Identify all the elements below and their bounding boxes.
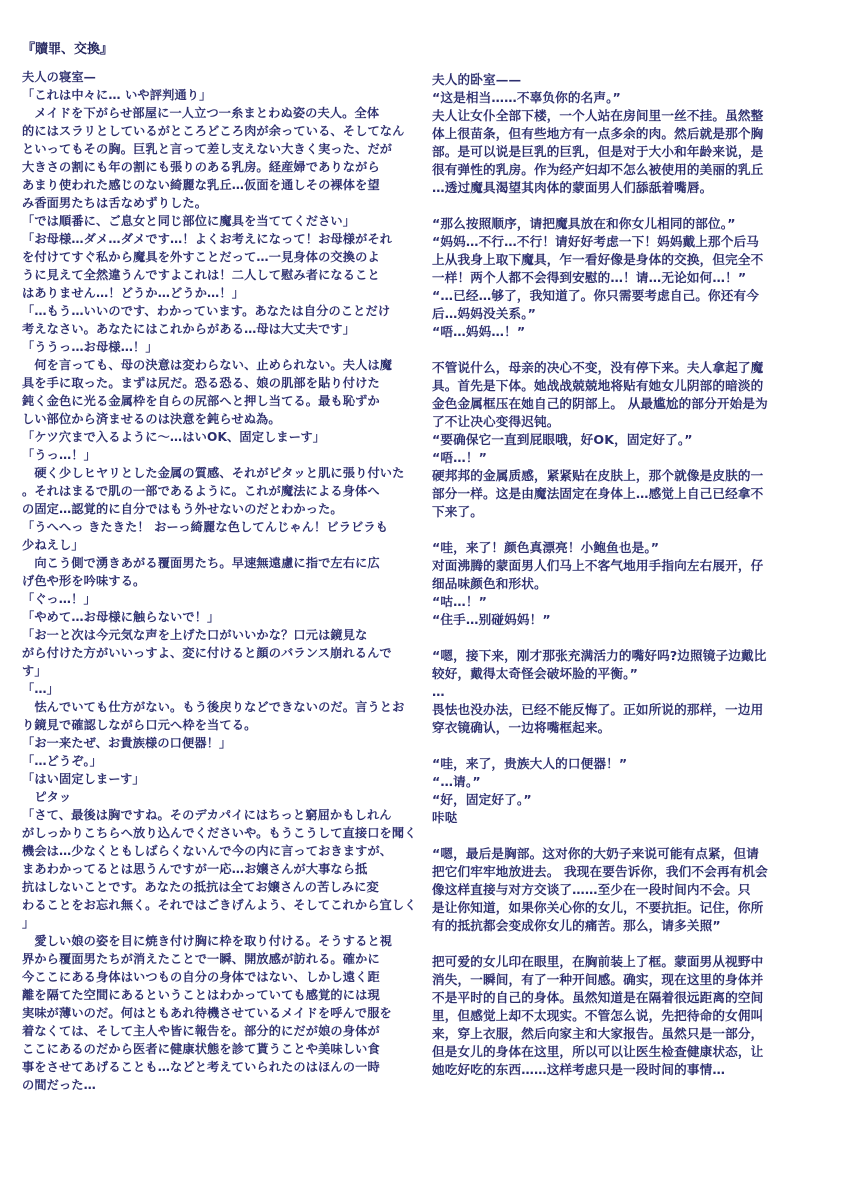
text-line: “要确保它一直到屁眼哦，好OK，固定好了。” bbox=[432, 432, 693, 447]
text-line: メイドを下がらせ部屋に一人立つ一糸まとわぬ姿の夫人。全体 bbox=[22, 106, 380, 120]
text-line: 夫人的卧室—— bbox=[432, 72, 522, 87]
text-line: 有的抵抗都会变成你女儿的痛苦。那么，请多关照” bbox=[432, 918, 721, 933]
text-line: …透过魔具渴望其肉体的蒙面男人们舔舐着嘴唇。 bbox=[432, 180, 713, 195]
text-line: ここにあるのだから医者に健康状態を診て貰うことや美味しい食 bbox=[22, 1042, 380, 1056]
text-line: 金色金属框压在她自己的阴部上。 从最尴尬的部分开始是为 bbox=[432, 396, 768, 411]
text-line: 「お母様…ダメ…ダメです…！よくお考えになって！お母様がそれ bbox=[22, 232, 393, 246]
text-line: “好，固定好了。” bbox=[432, 792, 532, 807]
text-line: 了不让决心变得迟钝。 bbox=[432, 414, 560, 429]
text-line: 今ここにある身体はいつもの自分の身体ではない、しかし遠く距 bbox=[22, 970, 380, 984]
text-line: 愛しい娘の姿を目に焼き付け胸に枠を取り付ける。そうすると視 bbox=[22, 934, 393, 948]
text-line: 抗はしないことです。あなたの抵抗は全てお嬢さんの苦しみに変 bbox=[22, 880, 379, 894]
text-line: といってもその胸。巨乳と言って差し支えない大きく実った、だが bbox=[22, 142, 393, 156]
text-line: 部。是可以说是巨乳的巨乳，但是对于大小和年龄来说，是 bbox=[432, 144, 764, 159]
text-line: 着なくては、そして主人や皆に報告を。部分的にだが娘の身体が bbox=[22, 1024, 380, 1038]
text-line: 硬邦邦的金属质感，紧紧贴在皮肤上，那个就像是皮肤的一 bbox=[432, 468, 764, 483]
text-line: す」 bbox=[22, 664, 47, 678]
text-line: 夫人让女仆全部下楼，一个人站在房间里一丝不挂。虽然整 bbox=[432, 108, 764, 123]
text-line: 细品味颜色和形状。 bbox=[432, 576, 547, 591]
text-line: “唔…妈妈…！” bbox=[432, 324, 526, 339]
text-line: 但是女儿的身体在这里，所以可以让医生检查健康状态，让 bbox=[432, 1044, 764, 1059]
text-line: 夫人の寝室— bbox=[22, 70, 97, 84]
text-line: 怯んでいても仕方がない。もう後戻りなどできないのだ。言うとお bbox=[22, 700, 405, 714]
text-line: 具。首先是下体。她战战兢兢地将贴有她女儿阴部的暗淡的 bbox=[432, 378, 764, 393]
text-line: 少ねえし」 bbox=[22, 538, 84, 552]
text-line: 「ううっ…お母様…！」 bbox=[22, 340, 158, 354]
page-title: 『贖罪、交換』 bbox=[22, 42, 114, 57]
text-line: 「…」 bbox=[22, 682, 60, 696]
text-line: ピタッ bbox=[22, 790, 72, 804]
text-line: 硬く少しヒヤリとした金属の質感、それがピタッと肌に張り付いた bbox=[22, 466, 405, 480]
text-line: 「お一と次は今元気な声を上げた口がいいかな？口元は鏡見な bbox=[22, 628, 368, 642]
text-line: 她吃好吃的东西……这样考虑只是一段时间的事情… bbox=[432, 1062, 726, 1077]
text-line: “…请。” bbox=[432, 774, 481, 789]
text-line: 「うへへっ きたきた！ おーっ綺麗な色してんじゃん！ビラビラも bbox=[22, 520, 389, 534]
text-line: 像这样直接与对方交谈了……至少在一段时间内不会。只 bbox=[432, 882, 751, 897]
text-line: 后…妈妈没关系。” bbox=[432, 306, 537, 321]
text-line: 对面沸腾的蒙面男人们马上不客气地用手指向左右展开，仔 bbox=[432, 558, 764, 573]
text-line: がしっかりこちらへ放り込んでくださいや。もうこうして直接口を聞く bbox=[22, 826, 417, 840]
text-line: 不管说什么，母亲的决心不变，没有停下来。夫人拿起了魔 bbox=[432, 360, 764, 375]
text-line: 「さて、最後は胸ですね。そのデカパイにはちっと窮屈かもしれん bbox=[22, 808, 392, 822]
text-line: “嗯，最后是胸部。这对你的大奶子来说可能有点紧，但请 bbox=[432, 846, 760, 861]
text-line: 咔哒 bbox=[432, 810, 458, 825]
text-line: 「ぐっ…！」 bbox=[22, 592, 96, 606]
text-line: 不是平时的自己的身体。虽然知道是在隔着很远距离的空间 bbox=[432, 990, 764, 1005]
text-line: 離を隔てた空間にあるということはわかっていても感覚的には現 bbox=[22, 988, 380, 1002]
text-line: の間だった… bbox=[22, 1078, 97, 1092]
text-line: 機会は…少なくともしばらくないんで今の内に言っておきますが、 bbox=[22, 844, 393, 858]
text-line: 。それはまるで肌の一部であるように。これが魔法による身体へ bbox=[22, 484, 380, 498]
text-line: 界から覆面男たちが消えたことで一瞬、開放感が訪れる。確かに bbox=[22, 952, 380, 966]
text-line: あまり使われた感じのない綺麗な乳丘…仮面を通しその裸体を望 bbox=[22, 178, 380, 192]
text-line: 「うっ…！」 bbox=[22, 448, 97, 462]
text-line: 畏怯也没办法，已经不能反悔了。正如所说的那样，一边用 bbox=[432, 702, 764, 717]
text-line: “妈妈…不行…不行！请好好考虑一下！妈妈戴上那个后马 bbox=[432, 234, 760, 249]
text-line: み香面男たちは舌なめずりした。 bbox=[22, 196, 208, 210]
text-line: 何を言っても、母の決意は変わらない、止められない。夫人は魔 bbox=[22, 358, 393, 372]
text-line: わることをお忘れ無く。それではごきげんよう、そしてこれから宜しく bbox=[22, 898, 417, 912]
text-line: 体上很苗条，但有些地方有一点多余的肉。然后就是那个胸 bbox=[432, 126, 764, 141]
text-line: “嗯，接下来，刚才那张充满活力的嘴好吗?边照镜子边戴比 bbox=[432, 648, 767, 663]
text-line: “…已经…够了，我知道了。你只需要考虑自己。你还有今 bbox=[432, 288, 760, 303]
text-line: 穿衣镜确认，一边将嘴框起来。 bbox=[432, 720, 611, 735]
text-line: “这是相当……不辜负你的名声。” bbox=[432, 90, 621, 105]
text-line: しい部位から済ませるのは決意を鈍らせぬ為。 bbox=[22, 412, 281, 426]
text-line: 実味が薄いのだ。何はともあれ待機させているメイドを呼んで服を bbox=[22, 1006, 392, 1020]
text-line: り鏡見で確認しながら口元へ枠を当てる。 bbox=[22, 718, 257, 732]
text-line: 消失，一瞬间，有了一种开间感。确实，现在这里的身体并 bbox=[432, 972, 764, 987]
text-line: の固定…認覚的に自分ではもう外せないのだとわかった。 bbox=[22, 502, 343, 516]
text-line: 上从我身上取下魔具，乍一看好像是身体的交换，但完全不 bbox=[432, 252, 764, 267]
text-line: 「これは中々に… いや評判通り」 bbox=[22, 88, 212, 102]
text-line: まあわかってるとは思うんですが一応…お嬢さんが大事なら抵 bbox=[22, 862, 368, 876]
text-line: 「…どうぞ。」 bbox=[22, 754, 103, 768]
text-line: 「では順番に、ご息女と同じ部位に魔具を当ててください」 bbox=[22, 214, 356, 228]
text-line: 把可爱的女儿印在眼里，在胸前装上了框。蒙面男从视野中 bbox=[432, 954, 764, 969]
text-line: 「はい固定しまーす」 bbox=[22, 772, 145, 786]
text-line: 」 bbox=[22, 916, 35, 930]
text-line: 具を手に取った。まずは尻だ。恐る恐る、娘の肌部を貼り付けた bbox=[22, 376, 380, 390]
text-line: 较好，戴得太奇怪会破坏脸的平衡。” bbox=[432, 666, 639, 681]
text-line: 考えなさい。あなたにはこれからがある…母は大丈夫です」 bbox=[22, 322, 356, 336]
text-line: がら付けた方がいいっすよ、変に付けると顔のバランス崩れるんで bbox=[22, 646, 392, 660]
text-line: 来，穿上衣服，然后向家主和大家报告。虽然只是一部分， bbox=[432, 1026, 764, 1041]
text-line: … bbox=[432, 684, 445, 699]
text-line: 「ケツ穴まで入るように〜…はいOK、固定しまーす」 bbox=[22, 430, 326, 444]
text-line: 把它们牢牢地放进去。 我现在要告诉你，我们不会再有机会 bbox=[432, 864, 768, 879]
text-line: うに見えて全然違うんですよこれは！二人して慰み者になること bbox=[22, 268, 380, 282]
text-line: 向こう側で湧きあがる覆面男たち。早速無遠慮に指で左右に広 bbox=[22, 556, 380, 570]
text-line: 是让你知道，如果你关心你的女儿，不要抗拒。记住，你所 bbox=[432, 900, 764, 915]
text-line: 事をさせてあげることも…などと考えていられたのはほんの一時 bbox=[22, 1060, 380, 1074]
text-line: 一样！两个人都不会得到安慰的…！请…无论如何…！” bbox=[432, 270, 747, 285]
text-line: “咕…！” bbox=[432, 594, 488, 609]
text-line: “那么按照顺序，请把魔具放在和你女儿相同的部位。” bbox=[432, 216, 736, 231]
text-line: “唔…！” bbox=[432, 450, 488, 465]
text-line: 鈍く金色に光る金属枠を自らの尻部へと押し当てる。最も恥ずか bbox=[22, 394, 380, 408]
text-line: 部分一样。这是由魔法固定在身体上…感觉上自己已经拿不 bbox=[432, 486, 764, 501]
text-line: を付けてすぐ私から魔具を外すことだって…一見身体の交換のよ bbox=[22, 250, 380, 264]
text-line: 下来了。 bbox=[432, 504, 483, 519]
text-line: 里，但感觉上却不太现实。不管怎么说，先把待命的女佣叫 bbox=[432, 1008, 764, 1023]
text-line: 「お一来たぜ、お貴族様の口便器！」 bbox=[22, 736, 232, 750]
text-line: はありません…！どうか…どうか…！」 bbox=[22, 286, 245, 300]
text-line: 很有弹性的乳房。作为经产妇却不怎么被使用的美丽的乳丘 bbox=[432, 162, 764, 177]
text-line: “哇，来了，贵族大人的口便器！” bbox=[432, 756, 628, 771]
text-line: 的にはスラリとしているがところどころ肉が余っている、そしてなん bbox=[22, 124, 405, 138]
text-line: “哇，来了！颜色真漂亮！小鲍鱼也是。” bbox=[432, 540, 660, 555]
text-line: げ色や形を吟味する。 bbox=[22, 574, 146, 588]
text-line: 「やめて…お母様に触らないで！」 bbox=[22, 610, 220, 624]
text-line: “住手…别碰妈妈！” bbox=[432, 612, 551, 627]
text-line: 大きさの割にも年の割にも張りのある乳房。経産婦でありながら bbox=[22, 160, 380, 174]
text-line: 「…もう…いいのです、わかっています。あなたは自分のことだけ bbox=[22, 304, 391, 318]
